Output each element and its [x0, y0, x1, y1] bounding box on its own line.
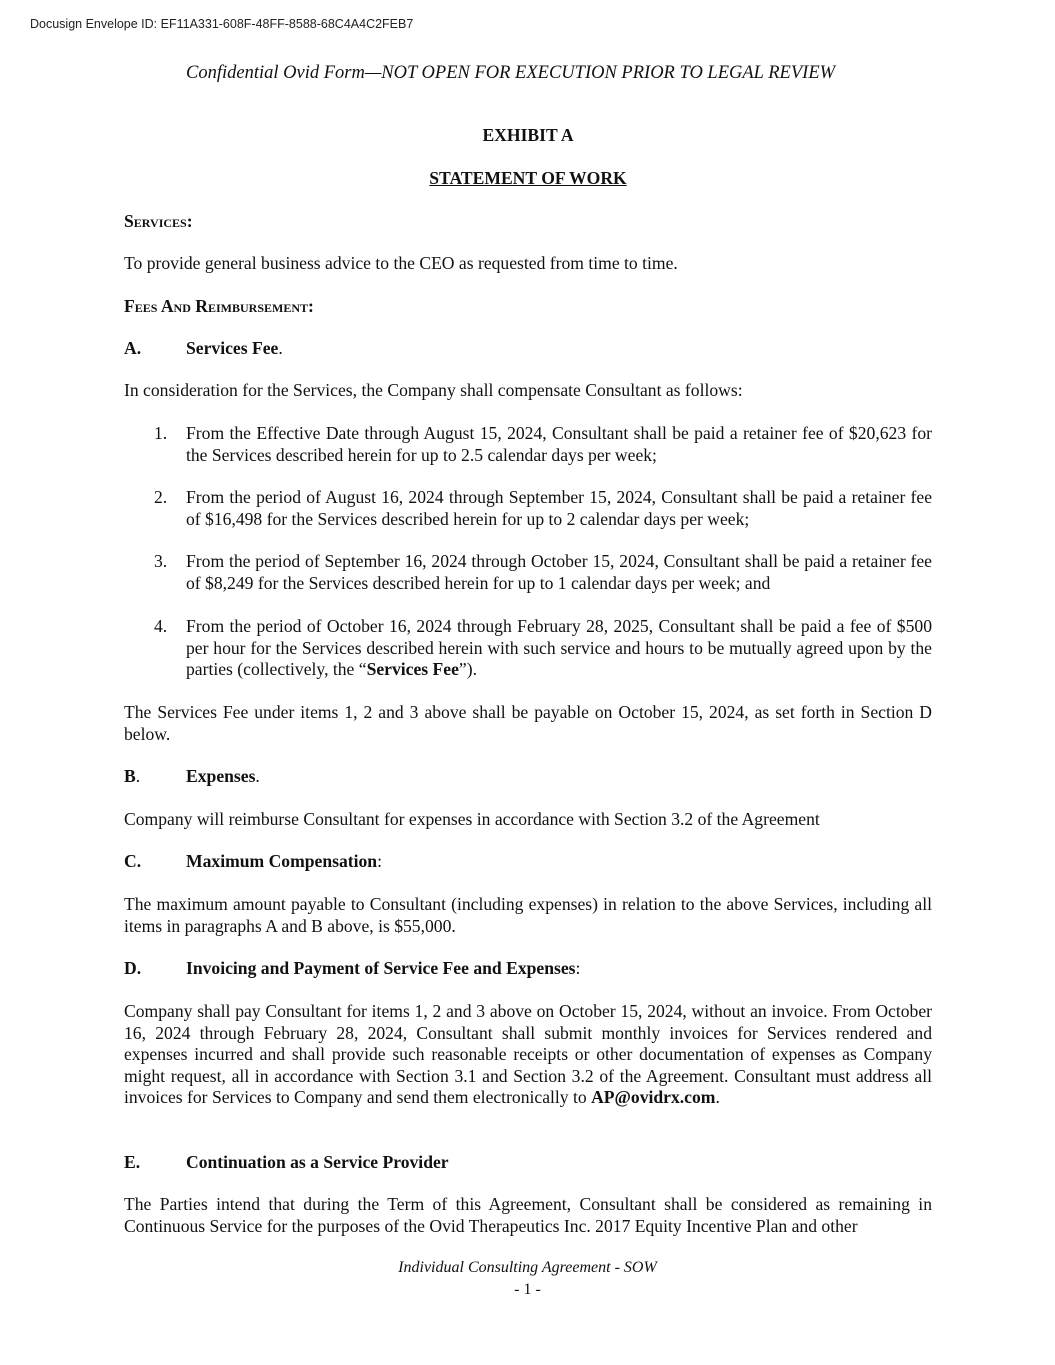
fee-item-4-before: From the period of October 16, 2024 through February 28, 2025, Consultant shall be paid a fee of $500 per hour for the Services described herein with such service and hours to be mutually agreed upon by the parties (collectively, the “ [186, 616, 932, 680]
exhibit-title: EXHIBIT A [482, 125, 574, 145]
sow-title: STATEMENT OF WORK [429, 168, 627, 188]
envelope-id: Docusign Envelope ID: EF11A331-608F-48FF-8588-68C4A4C2FEB7 [30, 17, 414, 31]
ap-email: AP@ovidrx.com [591, 1087, 716, 1108]
section-c-text: The maximum amount payable to Consultant (including expenses) in relation to the above Services, including all items in paragraphs A and B above, is $55,000. [124, 894, 932, 936]
fee-item-text: From the period of September 16, 2024 through October 15, 2024, Consultant shall be paid a retainer fee of $8,249 for the Services described herein for up to 1 calendar days per week; and [186, 551, 932, 593]
fee-item-number: 2. [154, 487, 168, 507]
section-b-letter-punct: . [135, 766, 141, 786]
confidential-notice: Confidential Ovid Form—NOT OPEN FOR EXECUTION PRIOR TO LEGAL REVIEW [186, 63, 836, 83]
section-d-text [124, 1001, 932, 1109]
fee-item-text [186, 616, 932, 681]
section-c-letter: C. [124, 851, 142, 871]
section-c-heading [124, 851, 932, 873]
page-number: - 1 - [514, 1281, 541, 1298]
section-b-text: Company will reimburse Consultant for expenses in accordance with Section 3.2 of the Agreement [124, 809, 820, 829]
services-heading: Services: [124, 211, 193, 231]
section-d-punct: : [575, 958, 581, 978]
section-b-letter [124, 766, 186, 788]
section-a-intro: In consideration for the Services, the Company shall compensate Consultant as follows: [124, 380, 743, 400]
section-b-title: Expenses [186, 766, 256, 786]
section-a-letter: A. [124, 338, 142, 358]
fee-item-number: 4. [154, 616, 168, 636]
section-d-title: Invoicing and Payment of Service Fee and Expenses [186, 958, 576, 978]
section-d-heading [124, 958, 932, 980]
fees-heading: Fees And Reimbursement: [124, 296, 314, 316]
section-d-letter: D. [124, 958, 142, 978]
section-b-punct: . [255, 766, 260, 786]
section-e-title: Continuation as a Service Provider [186, 1152, 449, 1172]
section-c-punct: : [377, 851, 382, 871]
fee-item-number: 1. [154, 423, 168, 443]
fee-item-number: 3. [154, 551, 168, 571]
fee-item-text: From the Effective Date through August 15, 2024, Consultant shall be paid a retainer fee of $20,623 for the Services described herein for up to 2.5 calendar days per week; [186, 423, 932, 465]
section-d-body: Company shall pay Consultant for items 1, 2 and 3 above on October 15, 2024, without an invoice. From October 16, 2024 through February 28, 2024, Consultant shall submit monthly invoices for Services rendered and expenses incurred and shall provide such reasonable receipts or other documentation of expenses as Company might request, all in accordance with Section 3.1 and Section 3.2 of the Agreement. Consultant must address all invoices for Services to Company and send them electronically to [124, 1001, 932, 1108]
section-a-punct: . [278, 338, 283, 358]
section-b-heading [124, 766, 932, 788]
services-text: To provide general business advice to the CEO as requested from time to time. [124, 253, 678, 273]
section-a-title: Services Fee [186, 338, 279, 358]
section-e-heading [124, 1152, 932, 1174]
section-c-title: Maximum Compensation [186, 851, 378, 871]
section-a-heading [124, 338, 932, 360]
section-e-letter: E. [124, 1152, 141, 1172]
footer-title: Individual Consulting Agreement - SOW [398, 1259, 657, 1276]
fee-item-text: From the period of August 16, 2024 through September 15, 2024, Consultant shall be paid a retainer fee of $16,498 for the Services described herein for up to 2 calendar days per week; [186, 487, 932, 529]
fee-item-4-after: ”). [458, 659, 477, 680]
section-e-text: The Parties intend that during the Term of this Agreement, Consultant shall be considered as remaining in Continuous Service for the purposes of the Ovid Therapeutics Inc. 2017 Equity Incentive Plan and other [124, 1194, 932, 1236]
section-b-letter-text: B [124, 766, 136, 786]
services-fee-term: Services Fee [366, 659, 459, 680]
section-a-closing: The Services Fee under items 1, 2 and 3 above shall be payable on October 15, 2024, as set forth in Section D below. [124, 702, 932, 744]
section-d-end: . [715, 1087, 720, 1108]
